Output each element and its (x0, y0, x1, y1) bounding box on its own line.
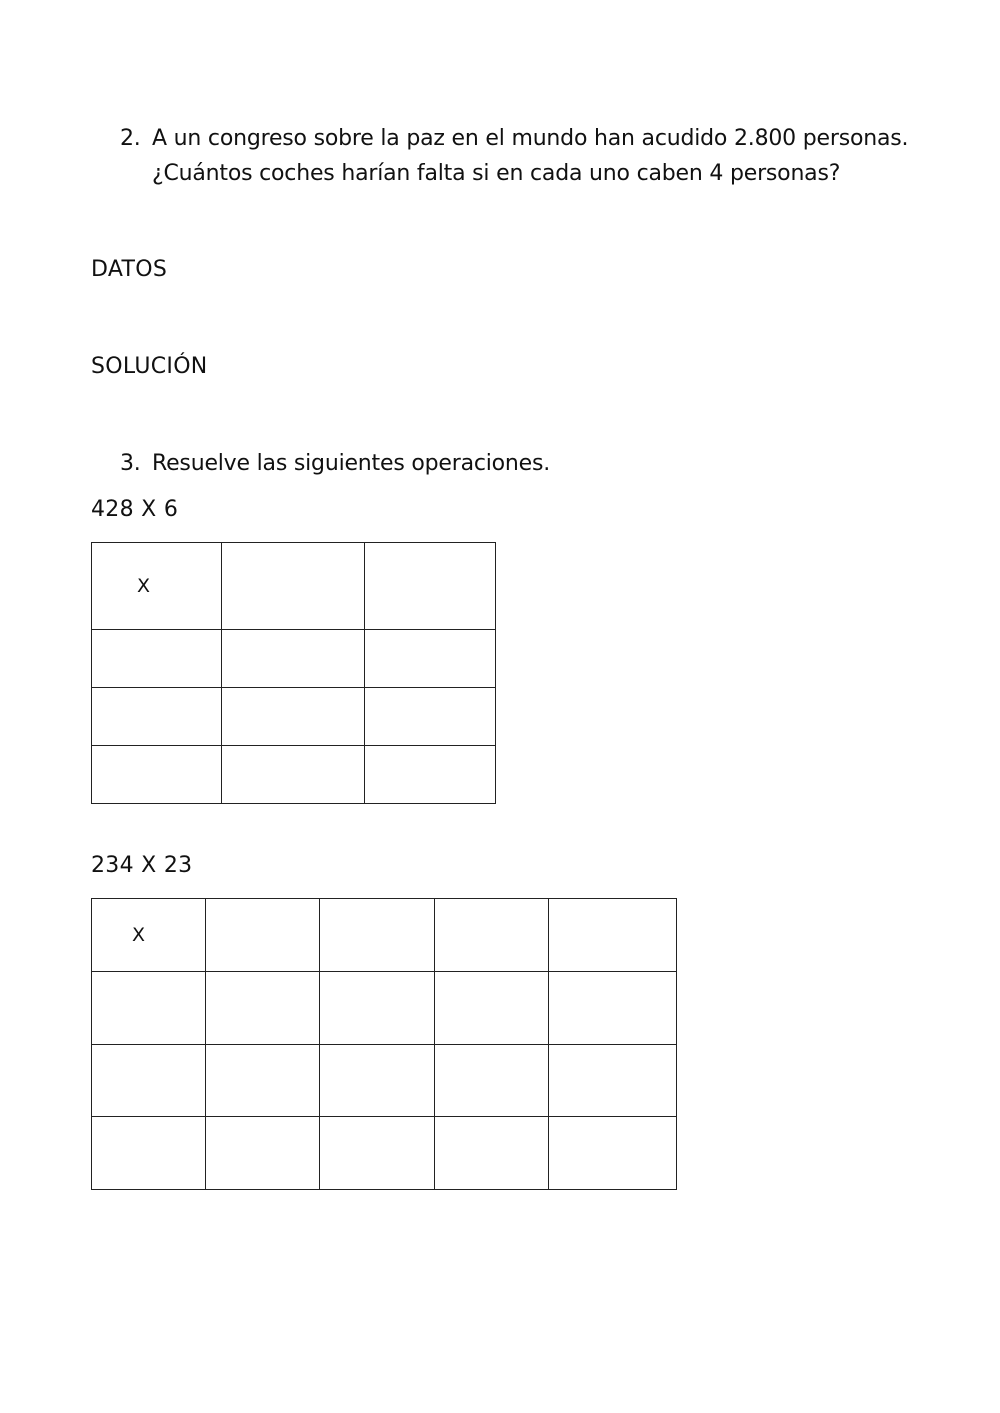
problem-2-number: 2. (120, 126, 141, 151)
grid-cell[interactable] (206, 972, 320, 1045)
grid-cell[interactable] (320, 1045, 435, 1117)
grid-cell[interactable] (320, 899, 435, 972)
grid-cell[interactable] (435, 899, 549, 972)
grid-cell[interactable] (549, 1045, 677, 1117)
grid-cell[interactable] (435, 1045, 549, 1117)
grid-cell[interactable] (365, 746, 496, 804)
grid-cell[interactable] (92, 543, 222, 630)
operation-1-title: 428 X 6 (91, 497, 179, 522)
grid-cell[interactable] (549, 899, 677, 972)
grid-cell[interactable] (92, 972, 206, 1045)
multiply-symbol: X (132, 924, 146, 946)
grid-cell[interactable] (206, 899, 320, 972)
operation-1-grid (91, 542, 496, 804)
grid-cell[interactable] (365, 630, 496, 688)
grid-cell[interactable] (435, 1117, 549, 1190)
problem-2-line-2: ¿Cuántos coches harían falta si en cada uno caben 4 personas? (152, 161, 841, 186)
problem-3-number: 3. (120, 451, 141, 476)
grid-cell[interactable] (222, 543, 365, 630)
operation-2-grid (91, 898, 677, 1190)
grid-cell[interactable] (92, 746, 222, 804)
datos-label: DATOS (91, 257, 168, 282)
operation-2-title: 234 X 23 (91, 853, 193, 878)
problem-2-line-1: A un congreso sobre la paz en el mundo han acudido 2.800 personas. (152, 126, 909, 151)
grid-cell[interactable] (92, 1117, 206, 1190)
grid-cell[interactable] (320, 1117, 435, 1190)
grid-cell[interactable] (549, 972, 677, 1045)
grid-cell[interactable] (92, 630, 222, 688)
grid-cell[interactable] (206, 1045, 320, 1117)
grid-cell[interactable] (222, 630, 365, 688)
grid-cell[interactable] (435, 972, 549, 1045)
solucion-label: SOLUCIÓN (91, 354, 208, 379)
grid-cell[interactable] (365, 543, 496, 630)
grid-cell[interactable] (222, 746, 365, 804)
grid-cell[interactable] (549, 1117, 677, 1190)
multiply-symbol: X (137, 575, 151, 597)
grid-cell[interactable] (92, 899, 206, 972)
grid-cell[interactable] (92, 1045, 206, 1117)
grid-cell[interactable] (320, 972, 435, 1045)
grid-cell[interactable] (365, 688, 496, 746)
grid-cell[interactable] (92, 688, 222, 746)
problem-3-text: Resuelve las siguientes operaciones. (152, 451, 551, 476)
grid-cell[interactable] (206, 1117, 320, 1190)
grid-cell[interactable] (222, 688, 365, 746)
